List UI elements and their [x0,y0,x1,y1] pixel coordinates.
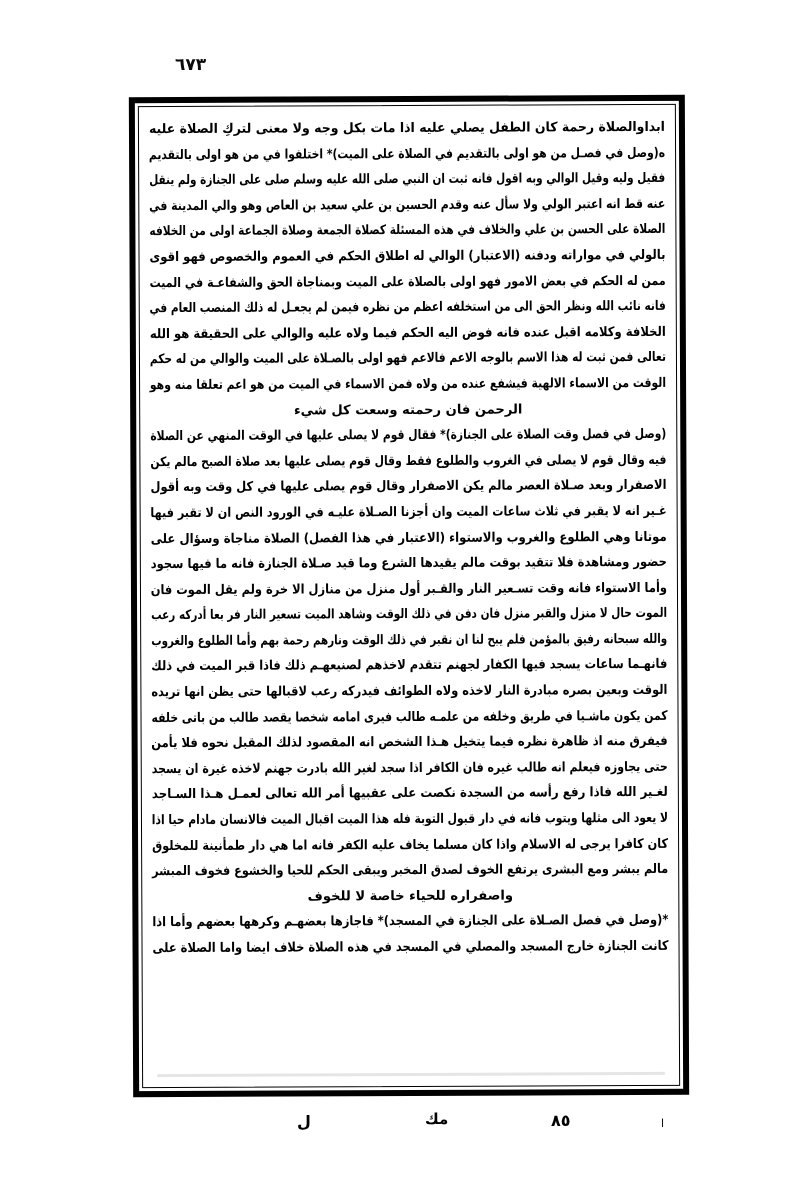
text-line [151,678,667,706]
text-column [149,115,669,1079]
line-text: فيفرق منه اذ ظاهرة نظره فيما يتخيل هـذا الشخص انه المقصود لذلك المقبل نحوه فلا يأمن [151,734,668,752]
text-line [152,883,668,911]
text-line [152,857,668,885]
text-line [150,371,666,399]
page-number: ٦٧٣ [175,55,207,75]
line-text: الموت حال لا منزل والقبر منزل فان دفن في ذلك الوقت وشاهد الميت تسعير النار فر بعا أدركه رعب [151,606,668,624]
page-footer [131,1108,687,1142]
line-text: الخلافة وكلامه اقبل عنده فانه فوض اليه الحكم فيما ولاه عليه والوالي على الحقيقة هو الله [149,324,666,342]
footer-signature-mark: ل [297,1112,311,1131]
line-text: الوقت من الاسماء الالهية فيشفع عنده من ولاه فمن الاسماء في الميت من هو اعم تعلقا منه وهو [149,375,667,394]
text-line [149,166,665,194]
text-line [150,345,666,373]
text-line [150,268,666,296]
line-text: واصفراره للحياء خاصة لا للخوف [307,888,513,905]
text-line [151,499,667,527]
text-line [152,780,668,808]
line-text: فانه نائب الله ونظر الحق الى من استخلفه اعظم من نظره فيمن لم يجعـل له ذلك المنصب العام في [149,299,666,317]
text-line [151,601,667,629]
text-line [151,576,667,604]
line-text: الوقت وبعين بصره مبادرة النار لاخذه ولاه الطوائف فيدركه رعب لاقبالها حتى يظن انها تريده [151,682,668,701]
text-line [152,755,668,783]
line-text: ابداوالصلاة رحمة كان الطفل يصلي عليه اذا مات بكل وجه ولا معنى لتركِ الصلاة عليه [148,119,665,138]
text-line [149,217,665,245]
text-line [150,473,666,501]
footer-quire-number: ٨٥ [551,1111,571,1130]
section-heading-line [150,422,666,450]
text-line [149,115,665,143]
line-text: كان كافرا يرجى له الاسلام واذا كان مسلما يخاف عليه الكفر فانه اما هي دار طمأنينة للمخلوق [152,836,669,854]
line-text: ه(وصل في فصـل من هو اولى بالتقديم في الصلاة على الميت)* اختلفوا في من هو اولى بالتقديم [148,145,666,163]
section-heading-line [152,908,668,936]
text-line [150,320,666,348]
line-text: حتى يجاوزه فيعلم انه طالب غيره فان الكافر اذا سجد لغير الله بادرت جهنم لاخذه غيرة ان يسجد [151,759,668,777]
line-text: والله سبحانه رفيق بالمؤمن فلم يبح لنا ان نقبر في ذلك الوقت ونارهم رحمة بهم وأما الطلوع والغروب [151,631,668,650]
text-line [149,192,665,220]
line-text: فقيل وليه وقيل الوالي وبه اقول فانه ثبت ان النبي صلى الله عليه وسلم صلى على الجنازة ولم ينقل [149,171,666,189]
line-text: (وصل في فصل وقت الصلاة على الجنازة)* فقال قوم لا يصلى عليها في الوقت المنهي عن الصلاة [150,427,667,445]
line-text: لا يعود الى مثلها ويتوب فانه في دار قبول التوبة فله هذا الميت اقبال الميت فالانسان مادام حيا اذا [151,810,669,829]
line-text: ممن له الحكم في بعض الامور فهو اولى بالصلاة على الميت وبمناجاة الحق والشفاعـة في الميت [149,273,666,291]
line-text: وأما الاستواء فانه وقت تسـعير النار والقـبر أول منزل من منازل الا خرة ولم يقل الموت فان [150,580,668,598]
line-text: موتانا وهي الطلوع والغروب والاستواء (الاعتبار في هذا الفصل) الصلاة مناجاة وسؤال على [150,529,667,547]
text-line [151,652,667,680]
footer-catchword: مك [425,1110,449,1128]
text-line [150,448,666,476]
text-line [151,704,667,732]
footer-edge-tick: ا [661,1117,665,1130]
line-text: عنه قط انه اعتبر الولي ولا سأل عنه وقدم الحسين بن علي سعيد بن العاص وهو والي المدينة في [149,196,666,214]
line-text: *(وصل في فصل الصـلاة على الجنازة في المسجد)* فاجازها بعضهـم وكرهها بعضهم وأما اذا [152,913,669,931]
line-text: الاصفرار وبعد صـلاة العصر مالم يكن الاصفرار وقال قوم يصلى عليها في كل وقت وبه أقول [150,478,667,496]
page-frame [129,95,689,1097]
text-line [149,243,665,271]
line-text: كانت الجنازة خارج المسجد والمصلي في المسجد في هذه الصلاة خلاف ايضا واما الصلاة على [152,938,669,957]
line-text: الصلاة على الحسن بن علي والخلاف في هذه المسئلة كصلاة الجمعة وصلاة الجماعة اولى من الخلافه [149,222,666,240]
line-text: فيه وقال قوم لا يصلى في الغروب والطلوع فقط وقال قوم يصلى عليها بعد صلاة الصبح مالم يكن [150,452,667,470]
text-line [151,550,667,578]
text-line [150,294,666,322]
text-line [152,831,668,859]
text-line [152,729,668,757]
text-line [152,806,668,834]
line-text: لغـير الله فاذا رفع رأسه من السجدة نكصت على عقبيها أمر الله تعالى لعمـل هـذا السـاجد [151,785,668,803]
line-text: غـير انه لا يقبر في ثلاث ساعات الميت وان أجزنا الصـلاة عليـه في الورود النص ان لا تقبر فيها [150,503,667,522]
line-text: مالم يبشر ومع البشرى يرتفع الخوف لصدق المخبر ويبقى الحكم للحيا والخشوع فخوف المبشر [152,862,669,880]
line-text: حضور ومشاهدة فلا تتقيد بوقت مالم يقيدها الشرع وما قيد صـلاة الجنازة فانه ما فيها سجود [150,554,667,573]
line-text: الرحمن فان رحمته وسعت كل شيء [293,402,523,419]
text-line [151,524,667,552]
text-line [150,396,666,424]
text-line [152,934,668,962]
page-frame-inner-rule [138,104,680,1088]
text-line [151,627,667,655]
line-text: فانهـما ساعات يسجد فيها الكفار لجهنم تتقدم لاخذهم لصنيعهـم ذلك فاذا قبر الميت في ذلك [151,657,668,675]
line-text: بالولي في مواراته ودفنه (الاعتبار) الوالي له اطلاق الحكم في العموم والخصوص فهو اقوى [149,247,666,266]
line-text: كمن يكون ماشـيا في طريق وخلفه من علمـه طالب فيرى امامه شخصا يقصد طالب من باتى خلفه [151,708,668,726]
section-heading-line [149,140,665,168]
line-text: تعالى فمن ثبت له هذا الاسم بالوجه الاعم فالاعم فهو اولى بالصـلاة على الميت والوالي من له حكم [149,350,666,368]
